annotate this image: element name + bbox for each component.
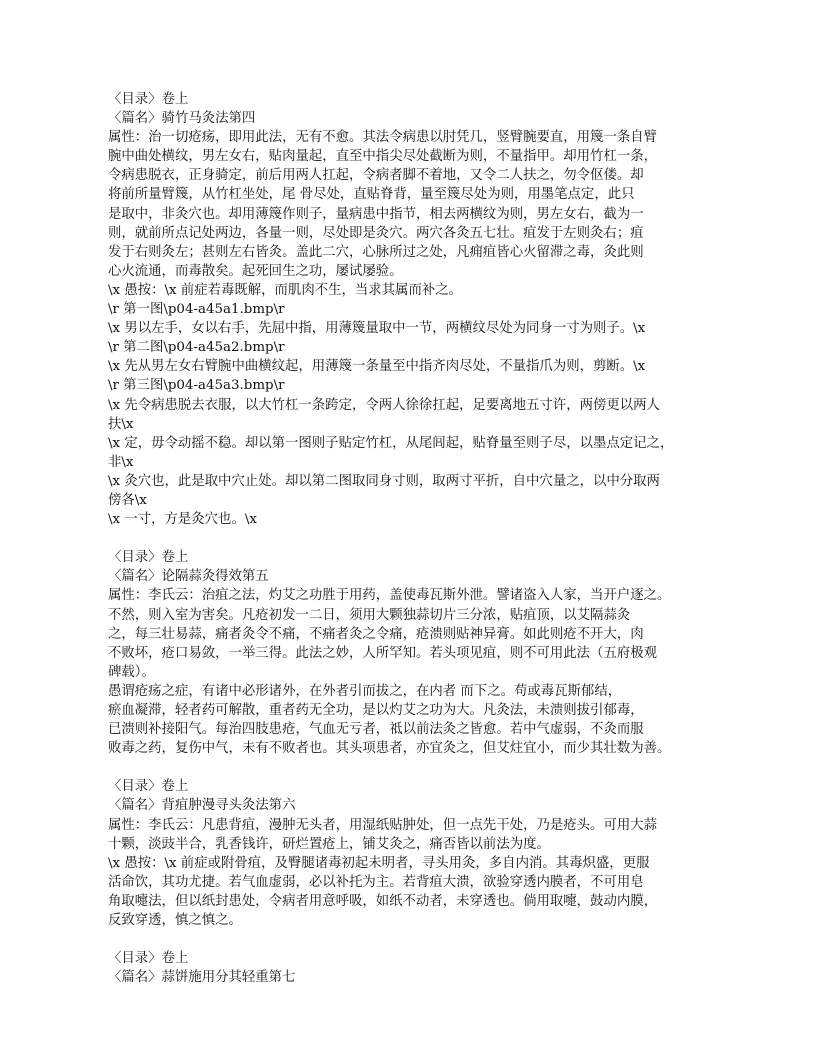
note-line: \x 灸穴也，此是取中穴止处。却以第二图取同身寸则，取两寸平折，自中穴量之，以中分取两 — [108, 473, 660, 489]
figure-reference: \r 第三图\p04-a45a3.bmp\r — [108, 378, 285, 394]
catalog-line: 〈目录〉卷上 — [108, 92, 189, 107]
note-line: \x 一寸，方是灸穴也。\x — [108, 512, 257, 528]
body-line: 则，就前所点记处两边，各量一则，尽处即是灸穴。两穴各灸五七壮。疽发于左则灸右；疽 — [108, 225, 644, 241]
body-line: 属性：李氏云：治疽之法，灼艾之功胜于用药，盖使毒瓦斯外泄。譬诸盗入人家，当开户逐之。 — [108, 588, 671, 604]
figure-reference: \r 第一图\p04-a45a1.bmp\r — [108, 302, 285, 318]
section-garlic-moxibustion — [108, 548, 708, 758]
chapter-title: 〈篇名〉论隔蒜灸得效第五 — [108, 569, 269, 585]
body-line: 将前所量臂篾，从竹杠坐处，尾 骨尽处，直贴脊背，量至篾尽处为则，用墨笔点定，此只 — [108, 187, 635, 203]
note-line: 非\x — [108, 454, 134, 470]
section-garlic-cake — [108, 949, 708, 987]
body-line: 属性：治一切疮疡，即用此法，无有不愈。其法令病患以肘凭几，竖臂腕要直，用篾一条自臂 — [108, 130, 658, 146]
body-line: 已溃则补接阳气。每治四肢患疮，气血无亏者，祗以前法灸之皆愈。若中气虚弱，不灸而服 — [108, 722, 644, 738]
body-line: 愚谓疮疡之症，有诸中必形诸外，在外者引而拔之，在内者 而下之。苟或毒瓦斯郁结， — [108, 683, 622, 699]
body-line: 发于右则灸左；甚则左右皆灸。盖此二穴，心脉所过之处，凡痈疽皆心火留滞之毒，灸此则 — [108, 244, 644, 260]
body-line: 腕中曲处横纹，男左女右，贴肉量起，直至中指尖尽处截断为则，不量指甲。却用竹杠一条， — [108, 149, 658, 165]
body-line: 属性：李氏云：凡患背疽，漫肿无头者，用湿纸贴肿处，但一点先干处，乃是疮头。可用大蒜 — [108, 817, 658, 833]
body-line: 不然，则入室为害矣。凡疮初发一二日，须用大颗独蒜切片三分浓，贴疽顶，以艾隔蒜灸 — [108, 607, 631, 623]
note-line: 活命饮，其功尤捷。若气血虚弱，必以补托为主。若背疽大溃，欲验穿透内膜者，不可用皂 — [108, 874, 644, 890]
note-line: 扶\x — [108, 416, 134, 432]
note-line: \x 先从男左女右臂腕中曲横纹起，用薄篾一条量至中指齐肉尽处，不量指爪为则，剪断。\x — [108, 359, 646, 375]
body-line: 败毒之药，复伤中气，未有不败者也。其头项患者，亦宜灸之，但艾炷宜小，而少其壮数为善。 — [108, 741, 671, 757]
catalog-line: 〈目录〉卷上 — [108, 951, 189, 967]
figure-reference: \r 第二图\p04-a45a2.bmp\r — [108, 340, 285, 356]
note-line: \x 愚按：\x 前症若毒既解，而肌肉不生，当求其属而补之。 — [108, 282, 463, 298]
chapter-title: 〈篇名〉背疽肿漫寻头灸法第六 — [108, 798, 296, 814]
note-line: \x 先令病患脱去衣服，以大竹杠一条跨定，令两人徐徐扛起，足要离地五寸许，两傍更以两人 — [108, 397, 660, 413]
body-line: 碑载）。 — [108, 664, 155, 680]
section-riding-bamboo-horse — [108, 90, 708, 529]
body-line: 之，每三壮易蒜，痛者灸令不痛，不痛者灸之令痛，疮溃则贴神异膏。如此则疮不开大，肉 — [108, 626, 644, 642]
section-back-carbuncle — [108, 777, 708, 930]
section-spacer — [108, 529, 708, 548]
body-line: 瘀血凝滞，轻者药可解散，重者药无全功，是以灼艾之功为大。凡灸法，未溃则拔引郁毒， — [108, 703, 644, 718]
section-spacer — [108, 930, 708, 949]
catalog-line: 〈目录〉卷上 — [108, 779, 189, 795]
catalog-line: 〈目录〉卷上 — [108, 550, 189, 566]
chapter-title: 〈篇名〉蒜饼施用分其轻重第七 — [108, 970, 296, 986]
note-line: \x 定，毋令动摇不稳。却以第一图则子贴定竹杠，从尾闾起，贴脊量至则子尽，以墨点定记之， — [108, 435, 674, 451]
body-line: 不败坏，疮口易敛，一举三得。此法之妙，人所罕知。若头项见疽，则不可用此法（五府极观 — [108, 645, 658, 661]
body-line: 是取中，非灸穴也。却用薄篾作则子，量病患中指节，相去两横纹为则，男左女右，截为一 — [108, 206, 644, 222]
note-line: 角取嚏法，但以纸封患处，令病者用意呼吸，如纸不动者，未穿透也。倘用取嚏，鼓动内膜， — [108, 893, 658, 909]
section-spacer — [108, 758, 708, 777]
body-line: 心火流通，而毒散矣。起死回生之功，屡试屡验。 — [108, 263, 403, 279]
note-line: \x 男以左手，女以右手，先屈中指，用薄篾量取中一节，两横纹尽处为同身一寸为则子。\x — [108, 321, 646, 337]
body-line: 令病患脱衣，正身骑定，前后用两人扛起，令病者脚不着地，又令二人扶之，勿令伛偻。却 — [108, 168, 644, 184]
document-page — [108, 90, 708, 987]
note-line: 傍各\x — [108, 492, 147, 508]
note-line: 反致穿透，慎之慎之。 — [108, 913, 242, 929]
chapter-title: 〈篇名〉骑竹马灸法第四 — [108, 111, 256, 127]
body-line: 十颗，淡豉半合，乳香钱许，研烂置疮上，铺艾灸之，痛否皆以前法为度。 — [108, 836, 550, 852]
note-line: \x 愚按：\x 前症或附骨疽，及臀腿诸毒初起未明者，寻头用灸，多自内消。其毒炽盛，更服 — [108, 855, 650, 871]
